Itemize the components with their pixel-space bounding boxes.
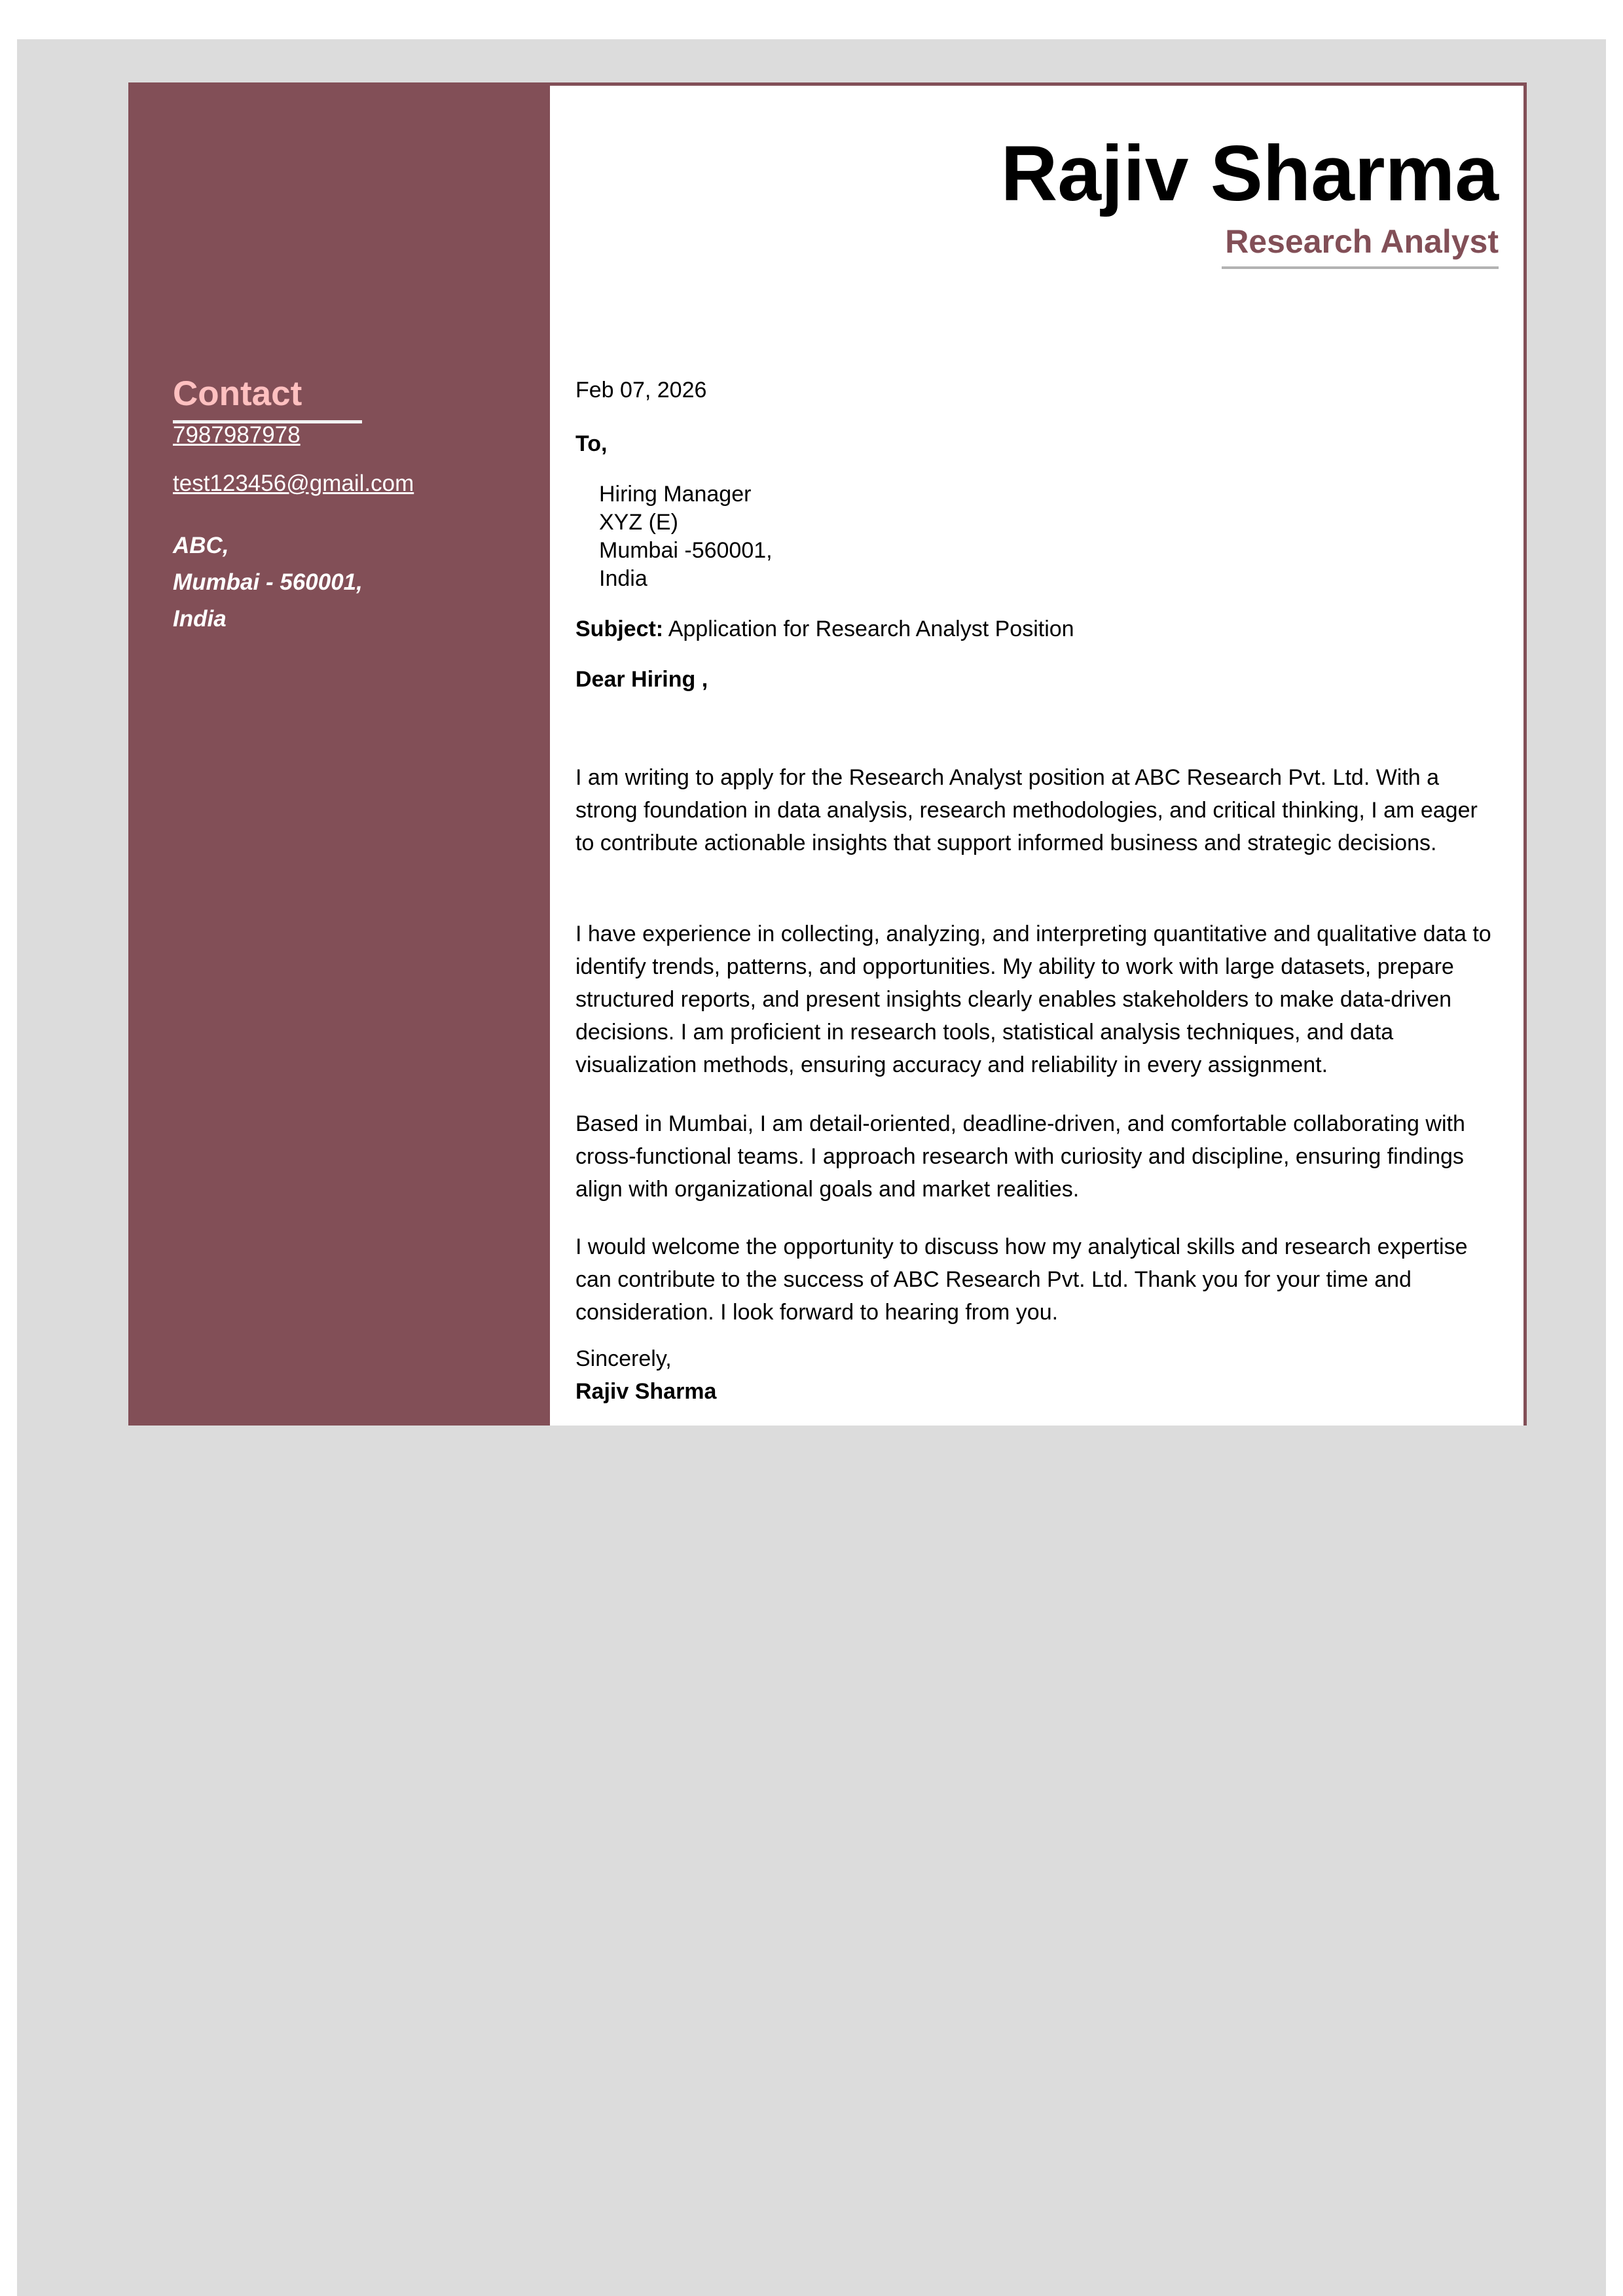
contact-heading: Contact [173, 374, 302, 413]
recipient-line: India [599, 566, 647, 591]
subject-label: Subject: [575, 617, 664, 641]
sidebar [128, 82, 550, 1426]
body-paragraph: I would welcome the opportunity to discuss how my analytical skills and research expertise can contribute to the success of ABC Research Pvt. Ltd. Thank you for your time and consideration. I look forward to hearing from you. [575, 1234, 1468, 1325]
signature-name: Rajiv Sharma [575, 1379, 717, 1404]
body-paragraph: I am writing to apply for the Research Analyst position at ABC Research Pvt. Ltd. With a strong foundation in data analysis, research methodologies, and critical thinking, I am eager to contribute actionable insights that support informed business and strategic decisions. [575, 765, 1478, 855]
recipient-line: XYZ (E) [599, 510, 678, 535]
salutation: Dear Hiring , [575, 667, 708, 692]
recipient-line: Mumbai -560001, [599, 538, 773, 563]
body-paragraph: I have experience in collecting, analyzing, and interpreting quantitative and qualitative data to identify trends, patterns, and opportunities. My ability to work with large datasets, prepare structured reports, and present insights clearly enables stakeholders to make data-driven decisions. I am proficient in research tools, statistical analysis techniques, and data visualization methods, ensuring accuracy and reliability in every assignment. [575, 922, 1491, 1077]
applicant-role: Research Analyst [1225, 223, 1499, 260]
letter-date: Feb 07, 2026 [575, 378, 707, 403]
closing: Sincerely, [575, 1346, 672, 1371]
applicant-name: Rajiv Sharma [1000, 130, 1499, 217]
contact-phone-link[interactable]: 7987987978 [173, 422, 301, 448]
body-paragraph: Based in Mumbai, I am detail-oriented, deadline-driven, and comfortable collaborating with cross-functional teams. I approach research with curiosity and discipline, ensuring findings align with organizational goals and market realities. [575, 1111, 1465, 1202]
recipient-line: Hiring Manager [599, 482, 752, 507]
role-underline [1222, 266, 1499, 269]
subject-line [575, 613, 1074, 645]
subject-text: Application for Research Analyst Position [663, 617, 1074, 641]
address-line: India [173, 606, 227, 632]
to-label: To, [575, 431, 608, 456]
address-line: ABC, [173, 533, 229, 558]
address-line: Mumbai - 560001, [173, 569, 363, 595]
document-canvas [17, 39, 1606, 2296]
contact-address [173, 528, 363, 637]
cover-letter-page [128, 82, 1527, 1426]
recipient-address [599, 480, 773, 593]
contact-email-link[interactable]: test123456@gmail.com [173, 471, 414, 496]
